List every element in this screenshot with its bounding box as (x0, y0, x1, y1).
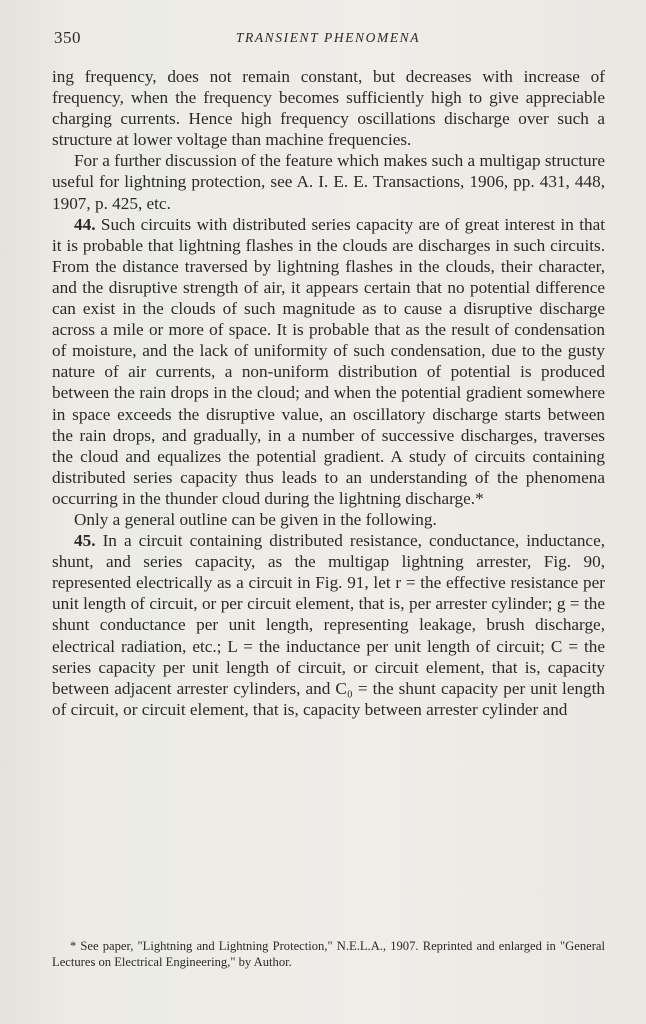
page-header (54, 28, 602, 50)
section-45-text: In a circuit containing distributed resistance, conductance, inductance, shunt, and series capacity, as the multigap lightning arrester, Fig. 90, represented electrically as a circuit in Fig. 91, let r = the effective resistance per unit length of circuit, or per circuit element, that is, per arrester cylinder; g = the shunt conductance per unit length, representing leakage, brush discharge, electrical radiation, etc.; L = the inductance per unit length of circuit; C = the series capacity per unit length of circuit, or circuit element, that is, capacity between adjacent arrester cylinders, and C₀ = the shunt capacity per unit length of circuit, or circuit element, that is, capacity between arrester cylinder and (52, 531, 605, 719)
paragraph-section-44 (52, 214, 605, 509)
paragraph-further-discussion: For a further discussion of the feature which makes such a multigap structure useful for lightning protection, see A. I. E. E. Transactions, 1906, pp. 431, 448, 1907, p. 425, etc. (52, 151, 605, 213)
paragraph-general-outline: Only a general outline can be given in the following. (74, 509, 437, 529)
section-number-45: 45. (74, 531, 96, 551)
running-title: TRANSIENT PHENOMENA (235, 30, 421, 45)
section-44-text: Such circuits with distributed series capacity are of great interest in that it is probable that lightning flashes in the clouds are discharges in such circuits. From the distance traversed by lightning flashes in the clouds, their character, and the disruptive strength of air, it appears certain that no potential difference can exist in the clouds of such magnitude as to cause a disruptive discharge across a mile or more of space. It is probable that as the result of condensation of moisture, and the lack of uniformity of such condensation, due to the gusty nature of air currents, a non-uniform distribution of potential is produced between the rain drops in the cloud; and when the potential gradient somewhere in space exceeds the disruptive value, an oscillatory discharge starts between the rain drops, and gradually, in a number of successive discharges, traverses the cloud and equalizes the potential gradient. A study of circuits containing distributed series capacity thus leads to an understanding of the phenomena occurring in the thunder cloud during the lightning discharge.* (52, 214, 606, 508)
section-number-44: 44. (74, 214, 96, 234)
paragraph-continuation: ing frequency, does not remain constant, but decreases with increase of frequency, when the frequency becomes sufficiently high to give appreciable charging currents. Hence high frequency oscillations discharge over such a structure at lower voltage than machine frequencies. (52, 67, 605, 150)
paragraph-section-45 (52, 530, 605, 720)
page-number: 350 (54, 28, 81, 47)
body-text (52, 66, 605, 720)
footnote: * See paper, "Lightning and Lightning Protection," N.E.L.A., 1907. Reprinted and enlarged in "General Lectures on Electrical Engineering," by Author. (52, 939, 605, 969)
